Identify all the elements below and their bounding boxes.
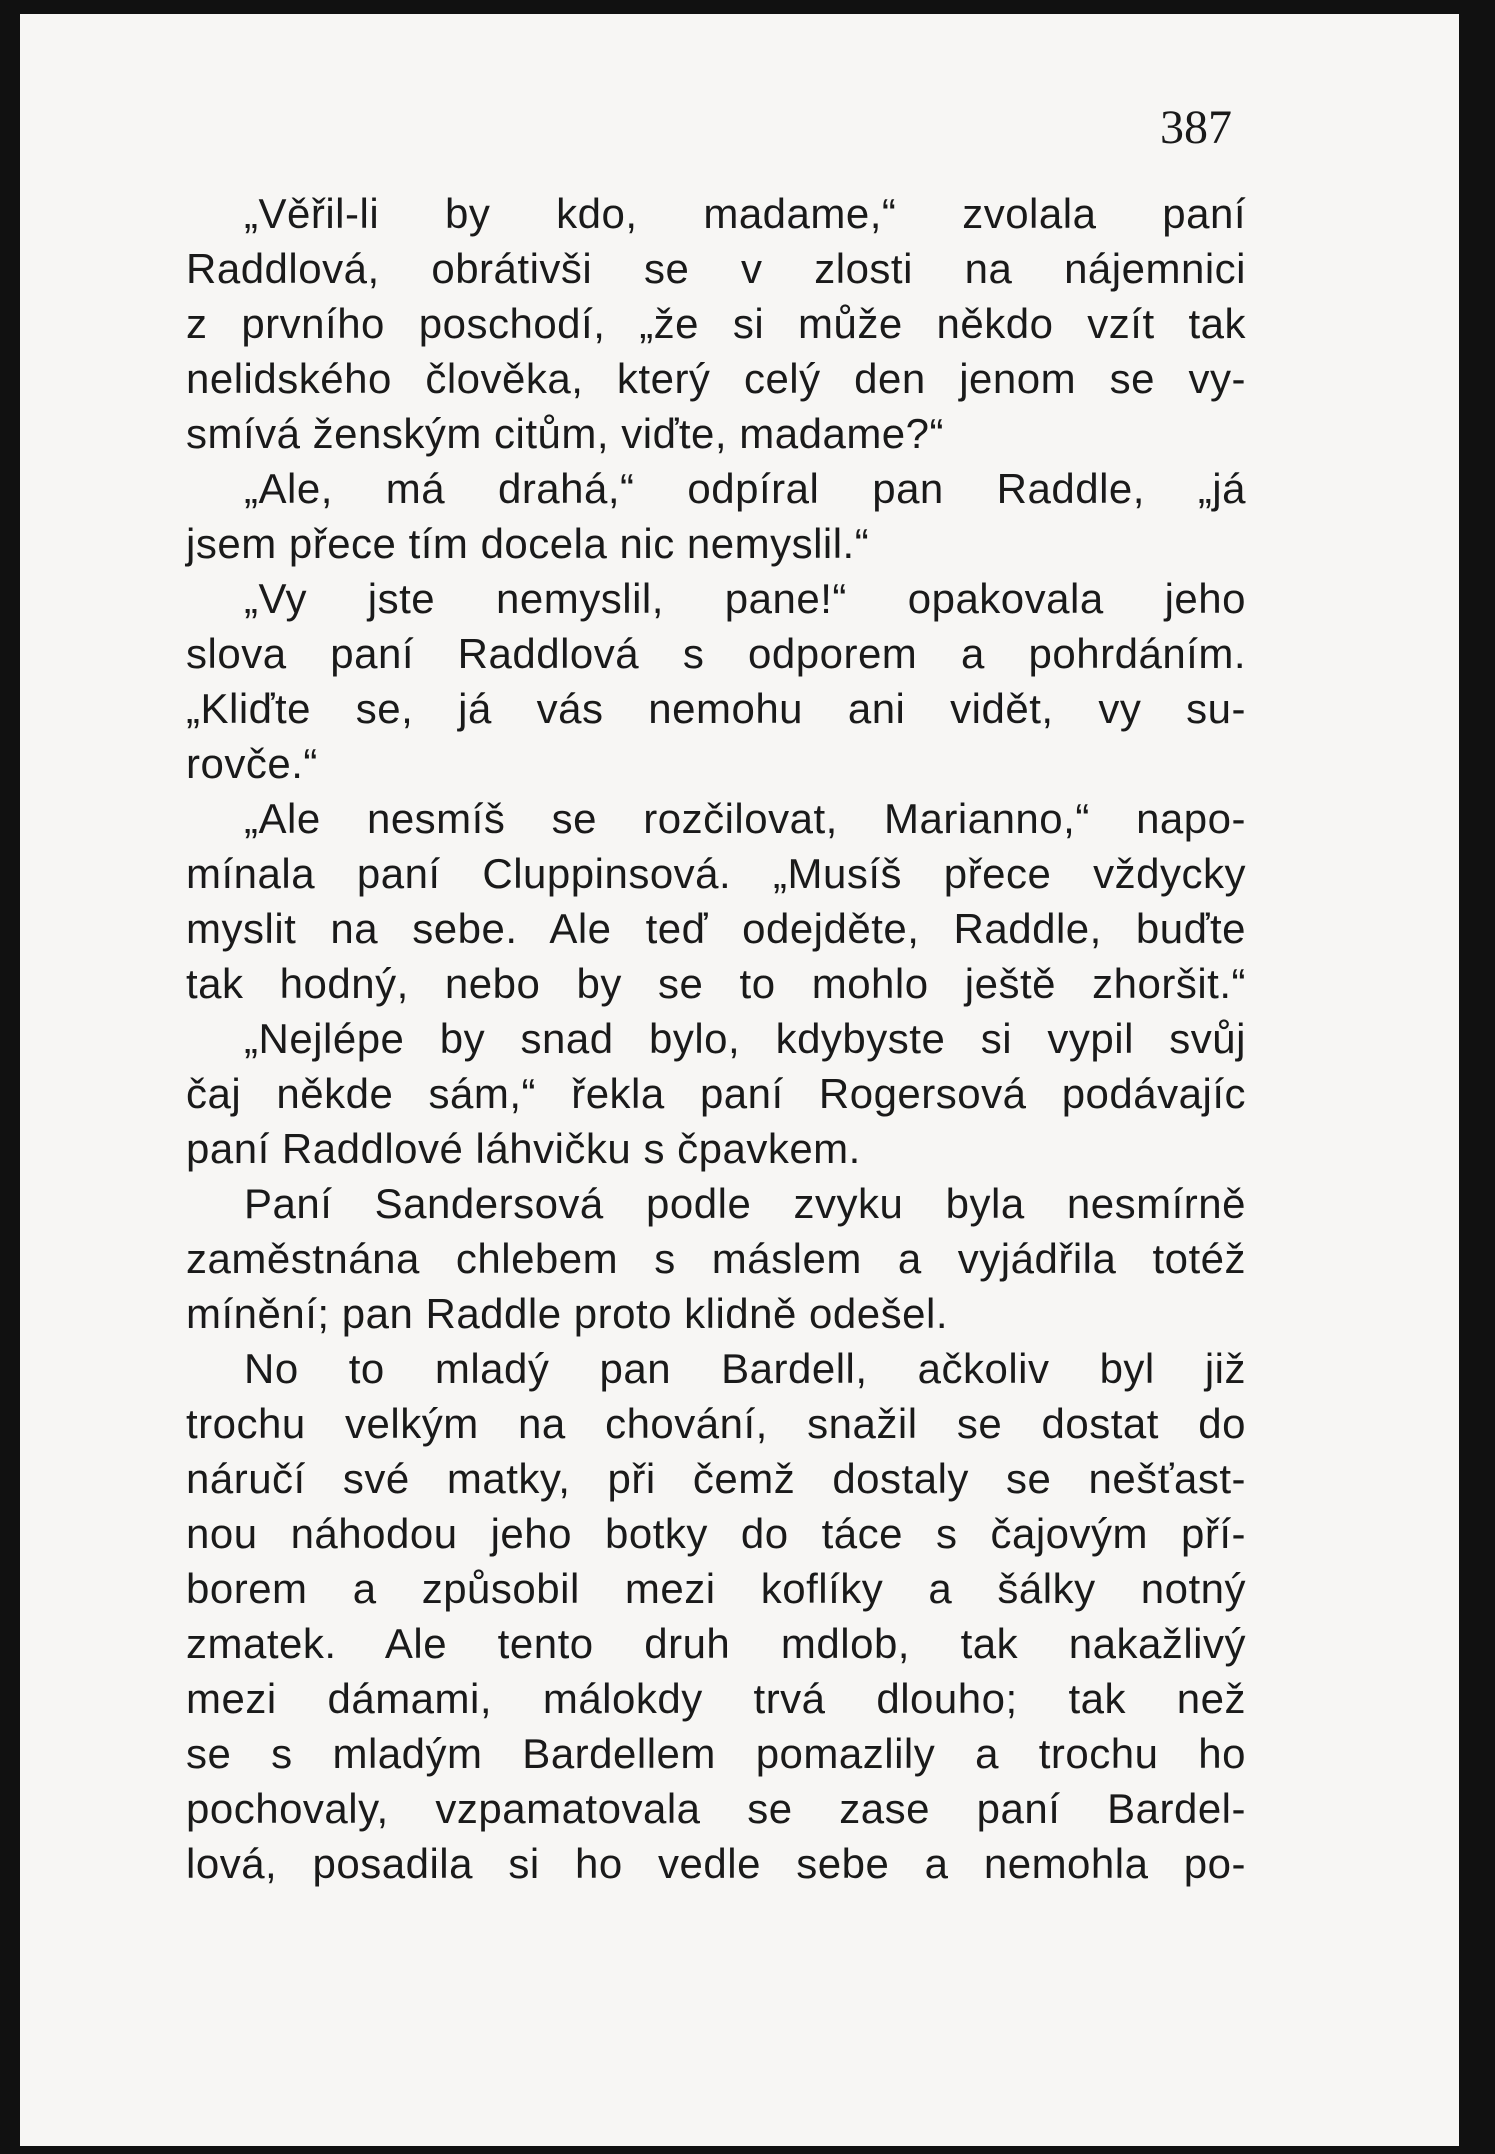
scan-right-border [1459, 0, 1495, 2154]
text-line: trochu velkým na chování, snažil se dostat do [186, 1400, 1246, 1447]
text-line: z prvního poschodí, „že si může někdo vzít tak [186, 300, 1246, 347]
text-line: nelidského člověka, který celý den jenom se vy- [186, 355, 1246, 402]
text-line: náručí své matky, při čemž dostaly se nešťast- [186, 1455, 1246, 1502]
text-line: zmatek. Ale tento druh mdlob, tak nakažlivý [186, 1620, 1246, 1667]
text-line: Raddlová, obrátivši se v zlosti na nájemnici [186, 245, 1246, 292]
text-line: „Ale, má drahá,“ odpíral pan Raddle, „já [244, 465, 1246, 512]
text-line: zaměstnána chlebem s máslem a vyjádřila totéž [186, 1235, 1246, 1282]
scan-top-border [0, 0, 1495, 14]
body-text [186, 186, 1246, 1891]
text-line: pochovaly, vzpamatovala se zase paní Bardel- [186, 1785, 1246, 1832]
text-line: lová, posadila si ho vedle sebe a nemohla po- [186, 1840, 1246, 1887]
text-line: čaj někde sám,“ řekla paní Rogersová podávajíc [186, 1070, 1246, 1117]
text-line: myslit na sebe. Ale teď odejděte, Raddle, buďte [186, 905, 1246, 952]
text-line: mezi dámami, málokdy trvá dlouho; tak než [186, 1675, 1246, 1722]
text-line: No to mladý pan Bardell, ačkoliv byl již [244, 1345, 1246, 1392]
text-line: mínala paní Cluppinsová. „Musíš přece vždycky [186, 850, 1246, 897]
page-number: 387 [1160, 101, 1232, 154]
text-line: „Kliďte se, já vás nemohu ani vidět, vy su- [186, 685, 1246, 732]
text-line: „Vy jste nemyslil, pane!“ opakovala jeho [244, 575, 1246, 622]
text-line: mínění; pan Raddle proto klidně odešel. [186, 1290, 948, 1337]
text-line: slova paní Raddlová s odporem a pohrdáním. [186, 630, 1246, 677]
text-line: paní Raddlové láhvičku s čpavkem. [186, 1125, 861, 1172]
text-line: „Věřil-li by kdo, madame,“ zvolala paní [244, 190, 1246, 237]
scan-left-border [0, 0, 20, 2154]
text-line: tak hodný, nebo by se to mohlo ještě zhoršit.“ [186, 960, 1246, 1007]
text-line: nou náhodou jeho botky do táce s čajovým pří- [186, 1510, 1246, 1557]
text-line: se s mladým Bardellem pomazlily a trochu ho [186, 1730, 1246, 1777]
text-line: jsem přece tím docela nic nemyslil.“ [186, 520, 870, 567]
text-line: smívá ženským citům, viďte, madame?“ [186, 410, 945, 457]
text-line: Paní Sandersová podle zvyku byla nesmírně [244, 1180, 1246, 1227]
text-line: „Nejlépe by snad bylo, kdybyste si vypil svůj [244, 1015, 1246, 1062]
text-line: borem a způsobil mezi koflíky a šálky notný [186, 1565, 1246, 1612]
text-line: „Ale nesmíš se rozčilovat, Marianno,“ napo- [244, 795, 1246, 842]
text-line: rovče.“ [186, 740, 318, 787]
scan-bottom-border [0, 2146, 1495, 2154]
